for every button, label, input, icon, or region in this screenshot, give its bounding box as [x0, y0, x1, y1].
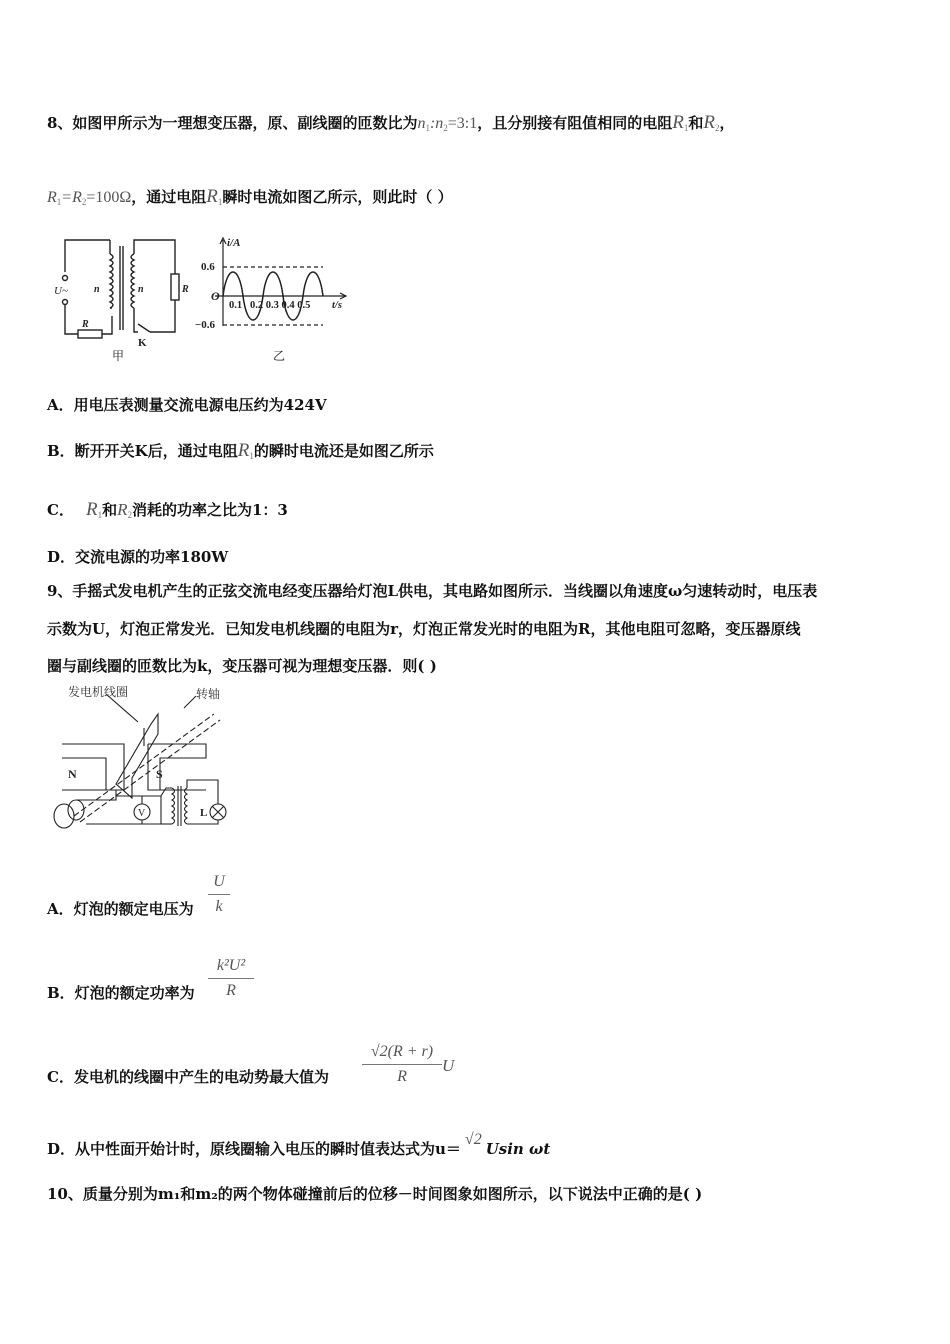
r1-fig-label: R — [82, 319, 89, 330]
x-tick-labels: 0.1 0.2 0.3 0.4 0.5 — [229, 300, 311, 311]
option-b-text: B．断开开关K后，通过电阻 — [47, 442, 238, 460]
lamp-label: L — [200, 807, 208, 819]
q8-stem-text-c: ，通过电阻 — [131, 188, 207, 206]
q10-stem-line1: 10、质量分别为m₁和m₂的两个物体碰撞前后的位移－时间图象如图所示，以下说法中正确的是( ) — [47, 1185, 703, 1203]
q9-stem-line2: 示数为U，灯泡正常发光．已知发电机线圈的电阻为r，灯泡正常发光时的电阻为R，其他电阻可忽略，变压器原线 — [47, 620, 801, 638]
q8-stem-line1 — [47, 112, 735, 139]
q9-stem-line3: 圈与副线圈的匝数比为k，变压器可视为理想变压器．则( ) — [47, 657, 437, 675]
n-pole-label: N — [68, 767, 77, 781]
figure-hand-generator — [46, 684, 236, 840]
q8-option-d[interactable]: D．交流电源的功率180W — [47, 548, 229, 566]
q9-option-c-text: C．发电机的线圈中产生的电动势最大值为 — [47, 1068, 329, 1086]
option-c-and: 和 — [102, 501, 118, 519]
ratio-value: =3:1 — [447, 115, 478, 132]
ratio-n1: $n_1$ — [417, 115, 430, 133]
q9-option-a[interactable] — [47, 898, 194, 920]
q8-stem-line2 — [47, 186, 453, 213]
q9-option-a-text: A．灯泡的额定电压为 — [47, 900, 194, 918]
r2-fig-label: R — [182, 284, 189, 295]
q8-option-c[interactable] — [47, 499, 288, 526]
resistance-equation: $R_1=R_2=100\Omega$ — [47, 189, 132, 207]
n1-label: n — [94, 284, 100, 295]
r2-symbol-2: $R_2$ — [117, 500, 132, 520]
q9-option-d[interactable] — [47, 1131, 551, 1161]
y-tick-bottom: −0.6 — [195, 319, 216, 331]
r1-symbol-4: $R_1$ — [85, 499, 103, 520]
r1-symbol-3: $R_1$ — [237, 440, 254, 461]
q8-stem-text-d: 瞬时电流如图乙所示，则此时（ ） — [222, 188, 453, 206]
q9-option-d-tail: Usin ωt — [485, 1140, 551, 1158]
axis-label: 转轴 — [196, 687, 221, 701]
q8-option-a[interactable]: A．用电压表测量交流电源电压约为424V — [47, 396, 327, 414]
q9-option-c[interactable] — [47, 1066, 329, 1088]
caption-yi: 乙 — [273, 349, 286, 363]
r2-symbol: $R_2$ — [703, 112, 720, 133]
ratio-n2: $n_2$ — [435, 115, 448, 133]
figure-jia-transformer-circuit — [50, 232, 200, 362]
and-word: 和 — [688, 114, 704, 132]
fraction-emf-max: √2(R + r) R — [362, 1042, 442, 1087]
q8-stem-text-b: ，且分别接有阻值相同的电阻 — [477, 114, 673, 132]
option-c-text: 消耗的功率之比为1：3 — [131, 501, 288, 519]
coil-label: 发电机线圈 — [68, 685, 129, 699]
q9-option-b[interactable] — [47, 982, 195, 1004]
q9-option-d-text: D．从中性面开始计时，原线圈输入电压的瞬时值表达式为u＝ — [47, 1140, 461, 1158]
voltmeter-label: V — [138, 808, 146, 819]
q9-option-b-text: B．灯泡的额定功率为 — [47, 984, 195, 1002]
figure-yi-current-graph — [195, 234, 360, 364]
u-source-label: U~ — [54, 285, 68, 297]
option-b-text-2: 的瞬时电流还是如图乙所示 — [253, 442, 434, 460]
n2-label: n — [138, 284, 144, 295]
fraction-k2u2-over-r: k²U² R — [208, 956, 254, 1001]
s-pole-label: S — [156, 767, 163, 781]
q8-option-b[interactable] — [47, 440, 434, 467]
sqrt-two: √2 — [464, 1131, 482, 1148]
ratio-sep: : — [429, 115, 436, 132]
y-axis-label: i/A — [227, 237, 241, 249]
comma: ， — [719, 114, 735, 132]
switch-k-label: K — [138, 337, 147, 349]
r1-symbol: $R_1$ — [672, 112, 689, 133]
origin-label: O — [211, 289, 220, 303]
q8-stem-text: 8、如图甲所示为一理想变压器，原、副线圈的匝数比为 — [47, 114, 418, 132]
x-axis-label: t/s — [332, 300, 342, 311]
caption-jia: 甲 — [112, 349, 125, 362]
q9-stem-line1: 9、手摇式发电机产生的正弦交流电经变压器给灯泡L供电，其电路如图所示．当线圈以角速度ω匀速转动时，电压表 — [47, 582, 818, 600]
y-tick-top: 0.6 — [201, 261, 215, 273]
fraction-u-over-k: U k — [208, 872, 230, 917]
option-c-label: C． — [47, 501, 74, 519]
fraction-tail-u: U — [442, 1056, 455, 1075]
r1-symbol-2: $R_1$ — [206, 186, 223, 207]
